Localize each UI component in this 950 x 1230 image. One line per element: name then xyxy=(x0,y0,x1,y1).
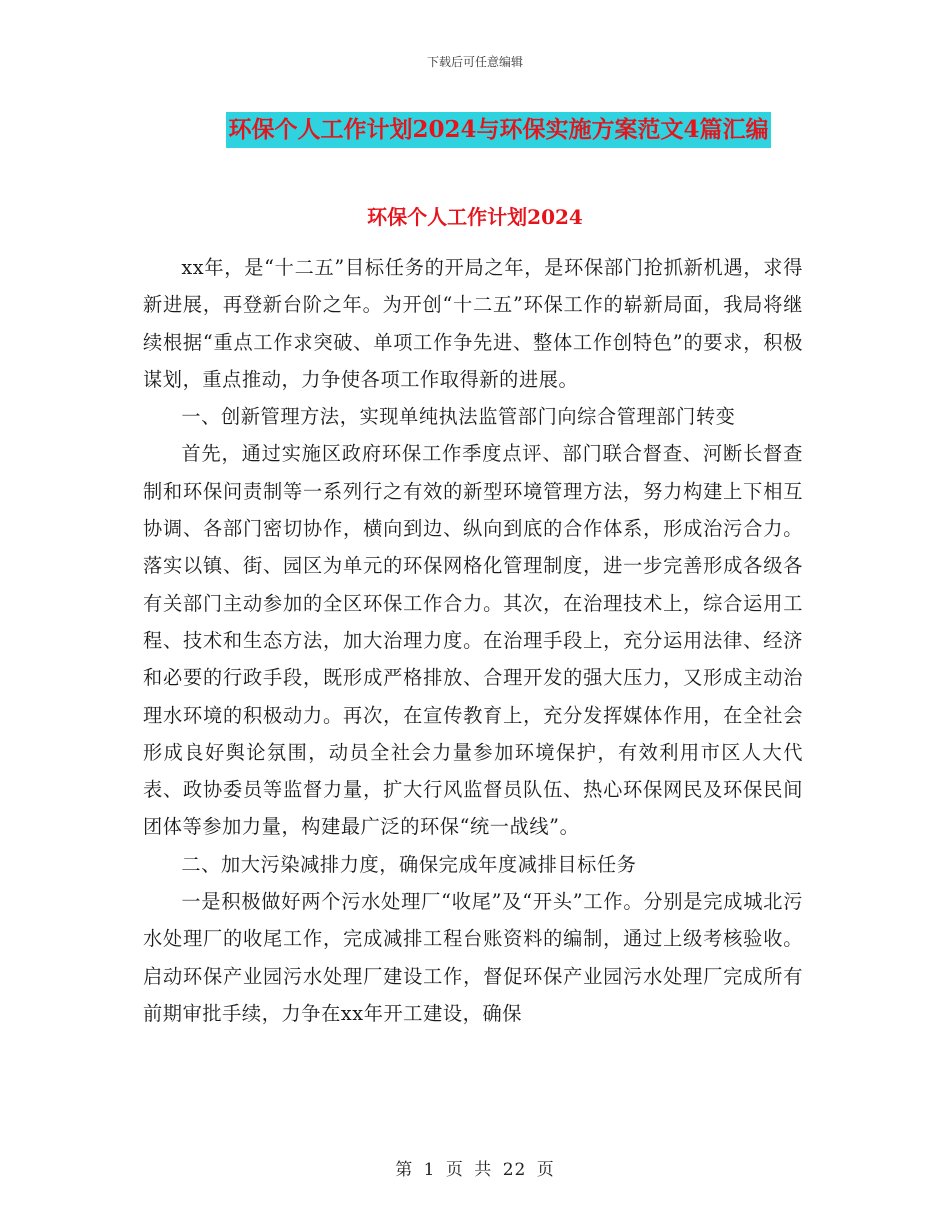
section-title: 环保个人工作计划2024 xyxy=(367,205,583,229)
paragraph-heading-1: 一、创新管理方法，实现单纯执法监管部门向综合管理部门转变 xyxy=(181,405,736,429)
paragraph-intro: xx年，是“十二五”目标任务的开局之年，是环保部门抢抓新机遇，求得新进展，再登新台阶之年。为开创“十二五”环保工作的崭新局面，我局将继续根据“重点工作求突破、单项工作争先进、整体工作创特色”的要求，积极谋划，重点推动，力争使各项工作取得新的进展。 xyxy=(143,256,803,391)
paragraph-body-1: 首先，通过实施区政府环保工作季度点评、部门联合督查、河断长督查制和环保问责制等一系列行之有效的新型环境管理方法，努力构建上下相互协调、各部门密切协作，横向到边、纵向到底的合作体系，形成治污合力。落实以镇、街、园区为单元的环保网格化管理制度，进一步完善形成各级各有关部门主动参加的全区环保工作合力。其次，在治理技术上，综合运用工程、技术和生态方法，加大治理力度。在治理手段上，充分运用法律、经济和必要的行政手段，既形成严格排放、合理开发的强大压力，又形成主动治理水环境的积极动力。再次，在宣传教育上，充分发挥媒体作用，在全社会形成良好舆论氛围，动员全社会力量参加环境保护，有效利用市区人大代表、政协委员等监督力量，扩大行风监督员队伍、热心环保网民及环保民间团体等参加力量，构建最广泛的环保“统一战线”。 xyxy=(143,442,803,839)
paragraph-body-2: 一是积极做好两个污水处理厂“收尾”及“开头”工作。分别是完成城北污水处理厂的收尾工作，完成减排工程台账资料的编制，通过上级考核验收。启动环保产业园污水处理厂建设工作，督促环保产业园污水处理厂完成所有前期审批手续，力争在xx年开工建设，确保 xyxy=(143,890,803,1025)
header-note: 下载后可任意编辑 xyxy=(426,55,523,69)
main-title-wrap xyxy=(0,112,950,148)
document-title: 环保个人工作计划2024与环保实施方案范文4篇汇编 xyxy=(226,112,770,148)
document-body xyxy=(143,249,803,1032)
page-footer: 第 1 页 共 22 页 xyxy=(395,1160,555,1180)
paragraph-heading-2: 二、加大污染减排力度，确保完成年度减排目标任务 xyxy=(181,852,637,876)
